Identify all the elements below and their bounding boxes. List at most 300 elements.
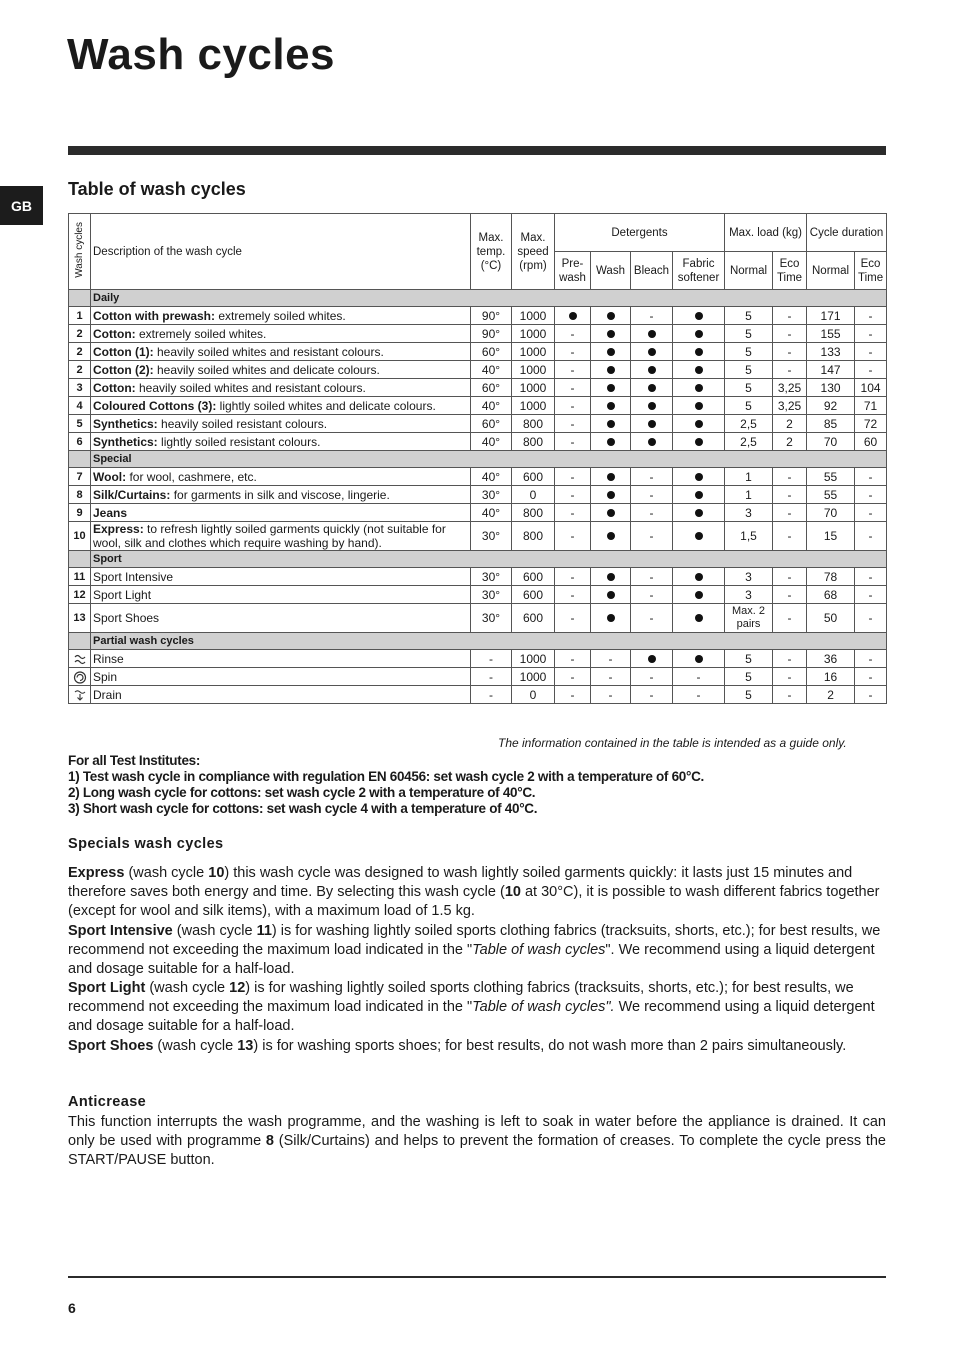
dot-icon [607, 473, 615, 481]
cycle-description [91, 522, 471, 551]
cycle-number: 2 [69, 361, 91, 379]
cell-temp: 40° [471, 504, 512, 522]
cell-load_e: - [773, 361, 807, 379]
cycle-description [91, 379, 471, 397]
cell-load_n: 5 [725, 397, 773, 415]
table-row [69, 504, 887, 522]
cell-bleach: - [631, 568, 673, 586]
cell-soft [673, 468, 725, 486]
dot-icon [695, 312, 703, 320]
cycle-name: Cotton: [93, 326, 136, 341]
page-title: Wash cycles [67, 30, 336, 79]
table-row [69, 361, 887, 379]
spin-icon [69, 668, 91, 686]
wash-cycles-table [68, 213, 887, 704]
cycle-detail: extremely soiled whites. [135, 326, 267, 341]
cell-wash [591, 604, 631, 633]
section-row [69, 551, 887, 568]
table-row [69, 586, 887, 604]
dot-icon [607, 509, 615, 517]
cell-dur_n: 55 [807, 486, 855, 504]
dot-icon [648, 348, 656, 356]
cell-bleach: - [631, 307, 673, 325]
anticrease-paragraph: This function interrupts the wash programme, and the washing is left to soak in water before the appliance is drained. It can only be used with programme 8 (Silk/Curtains) and helps to prevent the formation of creases. To complete the cycle press the START/PAUSE button. [68, 1114, 886, 1168]
cell-temp: 60° [471, 415, 512, 433]
cell-load_e: - [773, 686, 807, 704]
cell-soft: - [673, 668, 725, 686]
section-label: Daily [91, 290, 887, 307]
cell-temp: 90° [471, 307, 512, 325]
table-row [69, 668, 887, 686]
cycle-number: 2 [69, 343, 91, 361]
header-cycle-duration: Cycle duration [807, 214, 887, 252]
cell-soft [673, 415, 725, 433]
cycle-name: Silk/Curtains: [93, 487, 171, 502]
dot-icon [607, 348, 615, 356]
cell-load_e: - [773, 522, 807, 551]
dot-icon [695, 473, 703, 481]
header-detergents: Detergents [555, 214, 725, 252]
cell-dur_n: 70 [807, 504, 855, 522]
cell-wash: - [591, 650, 631, 668]
section-spacer [69, 290, 91, 307]
cell-pre: - [555, 397, 591, 415]
cell-load_e: - [773, 586, 807, 604]
cell-dur_e: - [855, 668, 887, 686]
cycle-detail: heavily soiled whites and resistant colours. [135, 380, 366, 395]
cycle-number: 9 [69, 504, 91, 522]
cell-wash [591, 522, 631, 551]
cycle-detail: Sport Shoes [93, 611, 160, 625]
header-max-load: Max. load (kg) [725, 214, 807, 252]
cell-wash: - [591, 686, 631, 704]
cell-dur_n: 147 [807, 361, 855, 379]
cycle-number: 6 [69, 433, 91, 451]
cell-load_e: - [773, 325, 807, 343]
cell-wash [591, 325, 631, 343]
table-row [69, 397, 887, 415]
cell-speed: 1000 [512, 325, 555, 343]
cycle-number: 3 [69, 379, 91, 397]
header-softener: Fabric softener [673, 252, 725, 290]
cell-load_n: 3 [725, 568, 773, 586]
cell-temp: - [471, 668, 512, 686]
cell-speed: 1000 [512, 397, 555, 415]
test-heading: For all Test Institutes: [68, 753, 201, 768]
cell-speed: 600 [512, 468, 555, 486]
cell-load_n: 5 [725, 343, 773, 361]
cell-dur_n: 15 [807, 522, 855, 551]
cell-wash [591, 343, 631, 361]
cell-soft [673, 379, 725, 397]
cycle-description [91, 433, 471, 451]
cell-bleach [631, 397, 673, 415]
cell-soft [673, 486, 725, 504]
table-row [69, 379, 887, 397]
cell-wash [591, 361, 631, 379]
cell-wash [591, 468, 631, 486]
header-max-speed: Max. speed (rpm) [512, 214, 555, 290]
cell-pre: - [555, 586, 591, 604]
dot-icon [648, 366, 656, 374]
dot-icon [648, 655, 656, 663]
cell-pre: - [555, 686, 591, 704]
header-wash: Wash [591, 252, 631, 290]
cell-load_e: 2 [773, 433, 807, 451]
table-row [69, 686, 887, 704]
dot-icon [648, 438, 656, 446]
cell-dur_e: - [855, 504, 887, 522]
cell-load_e: 3,25 [773, 379, 807, 397]
cell-wash: - [591, 668, 631, 686]
cell-soft: - [673, 686, 725, 704]
cell-dur_e: 71 [855, 397, 887, 415]
cell-dur_e: 60 [855, 433, 887, 451]
cycle-name: Cotton: [93, 380, 136, 395]
dot-icon [695, 532, 703, 540]
dot-icon [695, 573, 703, 581]
cycle-description [91, 586, 471, 604]
cell-load_n: 1 [725, 486, 773, 504]
cell-soft [673, 307, 725, 325]
table-row [69, 325, 887, 343]
table-row [69, 522, 887, 551]
cell-speed: 1000 [512, 379, 555, 397]
cell-pre: - [555, 486, 591, 504]
cycle-description [91, 343, 471, 361]
cell-dur_n: 36 [807, 650, 855, 668]
cell-pre: - [555, 343, 591, 361]
cell-wash [591, 307, 631, 325]
header-max-temp: Max. temp. (°C) [471, 214, 512, 290]
cell-temp: 40° [471, 468, 512, 486]
cycle-detail: to refresh lightly soiled garments quickly (not suitable for wool, silk and clothes which require washing by hand). [93, 522, 446, 550]
cell-soft [673, 433, 725, 451]
dot-icon [607, 402, 615, 410]
section-title: Table of wash cycles [68, 179, 246, 199]
cell-bleach [631, 361, 673, 379]
cell-load_e: - [773, 486, 807, 504]
dot-icon [607, 366, 615, 374]
cell-dur_n: 2 [807, 686, 855, 704]
section-spacer [69, 633, 91, 650]
cell-temp: 40° [471, 397, 512, 415]
dot-icon [695, 655, 703, 663]
cell-temp: 30° [471, 604, 512, 633]
cell-wash [591, 586, 631, 604]
cell-soft [673, 522, 725, 551]
cell-dur_n: 55 [807, 468, 855, 486]
cell-load_n: Max. 2 pairs [725, 604, 773, 633]
dot-icon [695, 509, 703, 517]
cycle-description [91, 415, 471, 433]
section-label: Special [91, 451, 887, 468]
cycle-detail: Spin [93, 669, 118, 684]
header-load-eco: Eco Time [773, 252, 807, 290]
cell-temp: 40° [471, 433, 512, 451]
cycle-detail: for wool, cashmere, etc. [126, 469, 257, 484]
cycle-detail: Sport Light [93, 587, 152, 602]
dot-icon [569, 312, 577, 320]
table-row [69, 568, 887, 586]
cell-soft [673, 604, 725, 633]
cycle-number: 5 [69, 415, 91, 433]
cell-speed: 600 [512, 586, 555, 604]
cycle-description [91, 568, 471, 586]
cell-pre: - [555, 325, 591, 343]
cell-speed: 600 [512, 568, 555, 586]
dot-icon [607, 330, 615, 338]
cell-bleach [631, 343, 673, 361]
cell-load_n: 1,5 [725, 522, 773, 551]
cycle-name: Cotton (2): [93, 362, 154, 377]
dot-icon [607, 312, 615, 320]
guide-note: The information contained in the table is intended as a guide only. [498, 736, 847, 750]
cycle-detail: heavily soiled whites and delicate colours. [153, 362, 380, 377]
cell-load_n: 5 [725, 668, 773, 686]
header-wash-cycles: Wash cycles [69, 214, 91, 290]
cell-pre: - [555, 433, 591, 451]
cell-speed: 1000 [512, 668, 555, 686]
cell-pre: - [555, 650, 591, 668]
cell-speed: 800 [512, 522, 555, 551]
cell-temp: 30° [471, 522, 512, 551]
table-row [69, 468, 887, 486]
header-duration-normal: Normal [807, 252, 855, 290]
table-row [69, 604, 887, 633]
dot-icon [648, 384, 656, 392]
cell-speed: 800 [512, 415, 555, 433]
section-row [69, 633, 887, 650]
cell-bleach: - [631, 504, 673, 522]
cycle-number: 12 [69, 586, 91, 604]
table-row [69, 650, 887, 668]
cell-temp: - [471, 686, 512, 704]
cycle-detail: lightly soiled whites and delicate colours. [216, 398, 436, 413]
cell-load_n: 3 [725, 504, 773, 522]
cell-pre: - [555, 568, 591, 586]
cell-wash [591, 379, 631, 397]
dot-icon [648, 420, 656, 428]
cell-soft [673, 568, 725, 586]
cycle-name: Wool: [93, 469, 127, 484]
cell-pre [555, 307, 591, 325]
section-row [69, 451, 887, 468]
cell-bleach: - [631, 686, 673, 704]
header-prewash: Pre- wash [555, 252, 591, 290]
cell-speed: 0 [512, 686, 555, 704]
cell-bleach [631, 650, 673, 668]
cycle-description [91, 686, 471, 704]
dot-icon [695, 366, 703, 374]
cell-temp: 30° [471, 568, 512, 586]
cell-bleach: - [631, 586, 673, 604]
cell-pre: - [555, 415, 591, 433]
cycle-detail: for garments in silk and viscose, lingerie. [170, 487, 390, 502]
header-bleach: Bleach [631, 252, 673, 290]
cell-load_n: 2,5 [725, 433, 773, 451]
table-row [69, 486, 887, 504]
dot-icon [607, 491, 615, 499]
cell-load_e: 3,25 [773, 397, 807, 415]
header-description: Description of the wash cycle [91, 214, 471, 290]
cycle-detail: heavily soiled whites and resistant colours. [153, 344, 384, 359]
sport-shoes-paragraph: Sport Shoes (wash cycle 13) is for washing sports shoes; for best results, do not wash more than 2 pairs simultaneously. [68, 1038, 847, 1054]
cell-speed: 800 [512, 504, 555, 522]
cell-bleach [631, 433, 673, 451]
cycle-description [91, 650, 471, 668]
cell-temp: 30° [471, 486, 512, 504]
cell-dur_e: - [855, 604, 887, 633]
cell-load_n: 5 [725, 686, 773, 704]
dot-icon [607, 591, 615, 599]
cell-load_e: - [773, 668, 807, 686]
cycle-description [91, 307, 471, 325]
cell-dur_e: - [855, 486, 887, 504]
cell-pre: - [555, 668, 591, 686]
cell-load_e: - [773, 650, 807, 668]
cell-load_n: 3 [725, 586, 773, 604]
table-row [69, 433, 887, 451]
cycle-detail: extremely soiled whites. [215, 308, 346, 323]
cell-bleach: - [631, 468, 673, 486]
section-label: Sport [91, 551, 887, 568]
cell-wash [591, 568, 631, 586]
cell-temp: 60° [471, 343, 512, 361]
cell-dur_n: 78 [807, 568, 855, 586]
cell-soft [673, 343, 725, 361]
language-tab: GB [0, 186, 43, 225]
dot-icon [607, 420, 615, 428]
cell-dur_n: 68 [807, 586, 855, 604]
cell-speed: 800 [512, 433, 555, 451]
cycle-detail: heavily soiled resistant colours. [157, 416, 328, 431]
dot-icon [695, 330, 703, 338]
dot-icon [607, 573, 615, 581]
rinse-icon [69, 650, 91, 668]
dot-icon [607, 438, 615, 446]
cell-bleach: - [631, 668, 673, 686]
cell-temp: - [471, 650, 512, 668]
dot-icon [695, 420, 703, 428]
cell-dur_n: 16 [807, 668, 855, 686]
cell-dur_n: 133 [807, 343, 855, 361]
cell-soft [673, 361, 725, 379]
cell-dur_n: 171 [807, 307, 855, 325]
cell-bleach: - [631, 486, 673, 504]
cell-bleach [631, 379, 673, 397]
cell-dur_e: 104 [855, 379, 887, 397]
cell-dur_e: 72 [855, 415, 887, 433]
cell-load_e: - [773, 468, 807, 486]
dot-icon [695, 402, 703, 410]
cell-wash [591, 486, 631, 504]
dot-icon [695, 491, 703, 499]
dot-icon [607, 384, 615, 392]
dot-icon [695, 384, 703, 392]
cell-speed: 1000 [512, 343, 555, 361]
cycle-number: 1 [69, 307, 91, 325]
cycle-name: Express: [93, 522, 144, 536]
cycle-detail: Rinse [93, 651, 124, 666]
cell-dur_e: - [855, 586, 887, 604]
section-spacer [69, 451, 91, 468]
dot-icon [695, 348, 703, 356]
cell-load_n: 5 [725, 325, 773, 343]
cell-bleach [631, 415, 673, 433]
test-line-1: 1) Test wash cycle in compliance with regulation EN 60456: set wash cycle 2 with a temperature of 60°C. [68, 769, 704, 784]
dot-icon [607, 532, 615, 540]
cycle-name: Cotton (1): [93, 344, 154, 359]
test-institutes [68, 753, 704, 817]
cycle-description [91, 468, 471, 486]
cell-dur_e: - [855, 522, 887, 551]
cell-soft [673, 650, 725, 668]
cell-speed: 1000 [512, 650, 555, 668]
cell-pre: - [555, 361, 591, 379]
cell-pre: - [555, 504, 591, 522]
cell-dur_n: 155 [807, 325, 855, 343]
cell-wash [591, 433, 631, 451]
table-row [69, 415, 887, 433]
dot-icon [648, 330, 656, 338]
cell-load_n: 5 [725, 361, 773, 379]
cycle-number: 10 [69, 522, 91, 551]
cell-load_n: 1 [725, 468, 773, 486]
dot-icon [648, 402, 656, 410]
cell-soft [673, 397, 725, 415]
cell-dur_e: - [855, 650, 887, 668]
cell-pre: - [555, 522, 591, 551]
cell-soft [673, 504, 725, 522]
cell-load_n: 5 [725, 379, 773, 397]
cell-load_n: 2,5 [725, 415, 773, 433]
cycle-name: Synthetics: [93, 434, 158, 449]
cycle-number: 8 [69, 486, 91, 504]
cell-speed: 0 [512, 486, 555, 504]
cell-bleach: - [631, 522, 673, 551]
express-paragraph: Express (wash cycle 10) this wash cycle was designed to wash lightly soiled garments quickly: it lasts just 15 minutes and therefore saves both energy and time. By selecting this wash cycle (10 at 30°C), it is possible to wash different fabrics together (except for wool and silk items), with a maximum load of 1.5 kg. [68, 865, 880, 919]
header-duration-eco: Eco Time [855, 252, 887, 290]
cell-load_e: - [773, 307, 807, 325]
cell-wash [591, 397, 631, 415]
section-row [69, 290, 887, 307]
cycle-description [91, 668, 471, 686]
cell-load_n: 5 [725, 650, 773, 668]
cell-dur_e: - [855, 568, 887, 586]
cell-load_e: 2 [773, 415, 807, 433]
cell-bleach: - [631, 604, 673, 633]
dot-icon [695, 614, 703, 622]
cycle-description [91, 504, 471, 522]
cell-dur_n: 92 [807, 397, 855, 415]
cycle-description [91, 486, 471, 504]
cycle-detail: lightly soiled resistant colours. [157, 434, 321, 449]
cell-wash [591, 415, 631, 433]
cycle-number: 2 [69, 325, 91, 343]
cell-dur_e: - [855, 361, 887, 379]
cycle-name: Synthetics: [93, 416, 158, 431]
cell-dur_n: 130 [807, 379, 855, 397]
anticrease-heading: Anticrease [68, 1094, 147, 1110]
drain-icon [69, 686, 91, 704]
sport-intensive-paragraph: Sport Intensive (wash cycle 11) is for washing lightly soiled sports clothing fabrics (tracksuits, shorts, etc.); for best results, we recommend not exceeding the maximum load indicated in the "Table of wash cycles". We recommend using a liquid detergent and dosage suitable for a half-load. [68, 923, 881, 977]
table-row [69, 343, 887, 361]
cell-speed: 1000 [512, 361, 555, 379]
page-number: 6 [68, 1300, 76, 1316]
dot-icon [695, 438, 703, 446]
cell-pre: - [555, 468, 591, 486]
